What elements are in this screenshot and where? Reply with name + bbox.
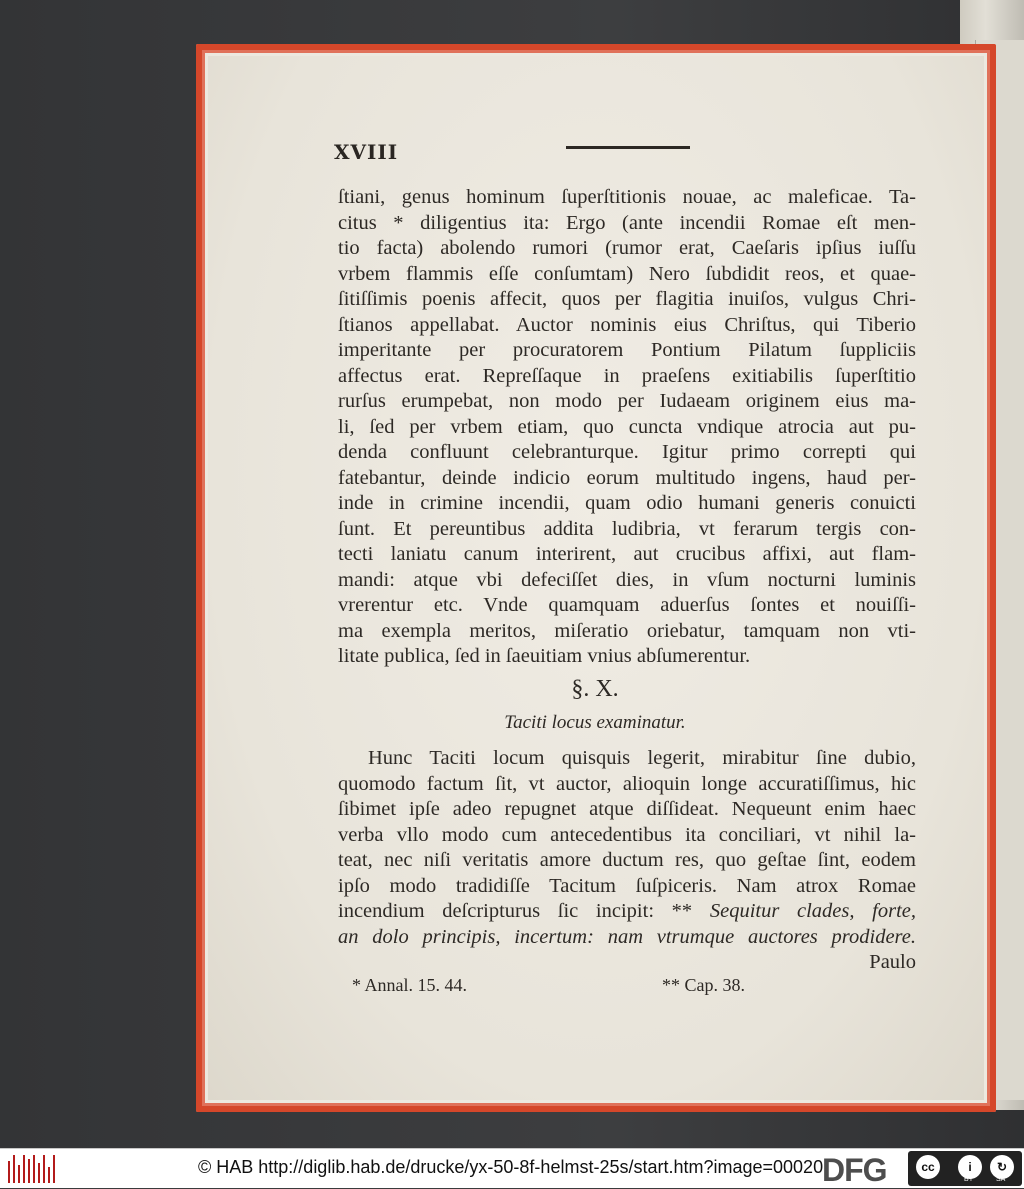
text-line: ma exempla meritos, miſeratio oriebatur, tamquam non vti-	[338, 619, 916, 642]
hab-logo-icon[interactable]	[8, 1155, 55, 1183]
section-subtitle: Taciti locus examinatur.	[504, 712, 686, 733]
text-line: Hunc Taciti locum quisquis legerit, mirabitur ſine dubio,	[368, 747, 916, 769]
text-line: teat, nec niſi veritatis amore ductum res, quo geſtae ſint, eodem	[338, 849, 916, 871]
cc-icon: cc	[916, 1155, 940, 1179]
text-line: ſtiani, genus hominum ſuperſtitionis nouae, ac maleficae. Ta-	[338, 186, 916, 208]
text-line	[338, 899, 916, 925]
footnote-cap: ** Cap. 38.	[662, 975, 745, 995]
text-line: imperitante per procuratorem Pontium Pilatum ſuppliciis	[338, 339, 916, 361]
catchword: Paulo	[869, 951, 916, 973]
text-line: inde in crimine incendii, quam odio humani generis conuicti	[338, 492, 916, 514]
text-line: ſibimet ipſe adeo repugnet atque diſſideat. Nequeunt enim haec	[338, 798, 916, 820]
text-line: litate publica, ſed in ſaeuitiam vnius abſumerentur.	[338, 645, 751, 667]
text-line: tecti laniatu canum interirent, aut crucibus affixi, aut flam-	[338, 543, 916, 565]
cc-license-badge[interactable]	[908, 1151, 1022, 1186]
cc-sa-label: SA	[996, 1176, 1006, 1183]
attribution-icon: i	[958, 1155, 982, 1179]
dfg-logo[interactable]: DFG	[822, 1152, 887, 1188]
text-line: quomodo factum ſit, vt auctor, alioquin longe accuratiſſimus, hic	[338, 772, 916, 795]
cc-by-label: BY	[964, 1176, 974, 1183]
text-line: ſunt. Et pereuntibus addita ludibria, vt ferarum tergis con-	[338, 517, 916, 540]
text-line: affectus erat. Repreſſaque in praeſens exitiabilis ſuperſtitio	[338, 364, 916, 387]
text-roman: incendium deſcripturus ſic incipit: **	[338, 900, 693, 922]
text-line: tio facta) abolendo rumori (rumor erat, Caeſaris ipſius iuſſu	[338, 237, 916, 259]
footnote-annal: * Annal. 15. 44.	[352, 975, 467, 995]
text-line: vrerentur etc. Vnde quamquam aduerſus ſontes et nouiſſi-	[338, 594, 916, 616]
text-line: rurſus erumpebat, non modo per Iudaeam originem eius ma-	[338, 390, 916, 412]
copyright-link[interactable]: © HAB http://diglib.hab.de/drucke/yx-50-8f-helmst-25s/start.htm?image=00020	[198, 1157, 824, 1177]
text-line: mandi: atque vbi defeciſſet dies, in vſum nocturni luminis	[338, 568, 916, 591]
text-line: vrbem flammis eſſe conſumtam) Nero ſubdidit reos, et quae-	[338, 262, 916, 285]
text-line: denda confluunt celebranturque. Igitur primo correpti qui	[338, 441, 916, 463]
header-rule	[566, 146, 690, 149]
text-line: li, ſed per vrbem etiam, quo cuncta vndique atrocia aut pu-	[338, 415, 916, 438]
text-line: verba vllo modo cum antecedentibus ita conciliari, vt nihil la-	[338, 823, 916, 846]
footer-bar	[0, 1148, 1024, 1188]
text-italic: Sequitur clades, forte,	[709, 900, 916, 922]
section-heading: §. X.	[571, 676, 619, 702]
text-line: ipſo modo tradidiſſe Tacitum ſuſpiceris. Nam atrox Romae	[338, 874, 916, 897]
section-text-tail	[338, 899, 916, 976]
text-line: ſtianos appellabat. Auctor nominis eius Chriſtus, qui Tiberio	[338, 313, 916, 336]
text-line: an dolo principis, incertum: nam vtrumque auctores prodidere.	[338, 925, 916, 948]
text-line: citus * diligentius ita: Ergo (ante incendii Romae eſt men-	[338, 211, 916, 234]
text-line: ſitiſſimis poenis affecit, quos per flagitia inuiſos, vulgus Chri-	[338, 288, 916, 310]
page-number: XVIII	[334, 140, 399, 164]
text-line: fatebantur, deinde indicio eorum multitudo ingens, haud per-	[338, 466, 916, 489]
share-alike-icon: ↻	[990, 1155, 1014, 1179]
main-text-block	[338, 185, 916, 670]
section-text-block	[338, 746, 916, 899]
